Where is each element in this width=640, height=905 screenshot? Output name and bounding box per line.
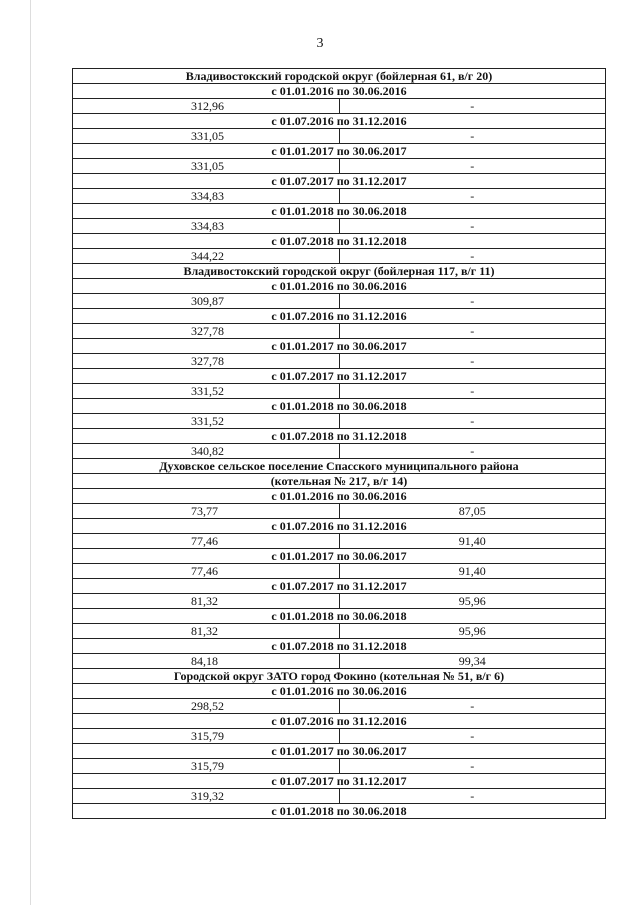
tariff-value-population: 327,78 [73,354,340,369]
section-heading: Владивостокский городской округ (бойлерная 61, в/г 20) [73,69,606,84]
tariff-value-other: - [339,159,606,174]
tariff-value-other: 99,34 [339,654,606,669]
tariff-value-row [73,189,606,204]
period-heading-row [73,204,606,219]
tariff-table [72,68,606,819]
period-heading-row [73,714,606,729]
tariff-value-row [73,504,606,519]
section-heading: Духовское сельское поселение Спасского муниципального района [73,459,606,474]
tariff-value-other: 91,40 [339,534,606,549]
tariff-value-row [73,384,606,399]
period-heading-row [73,309,606,324]
tariff-value-row [73,534,606,549]
period-heading: с 01.01.2016 по 30.06.2016 [73,684,606,699]
period-heading-row [73,579,606,594]
period-heading: с 01.07.2017 по 31.12.2017 [73,774,606,789]
tariff-value-row [73,759,606,774]
tariff-value-population: 315,79 [73,759,340,774]
section-heading-row [73,69,606,84]
tariff-table-body [73,69,606,819]
section-heading: Владивостокский городской округ (бойлерная 117, в/г 11) [73,264,606,279]
period-heading: с 01.01.2018 по 30.06.2018 [73,204,606,219]
page-number: 3 [316,36,324,51]
tariff-value-other: 87,05 [339,504,606,519]
tariff-value-other: - [339,729,606,744]
tariff-value-row [73,99,606,114]
tariff-value-other: - [339,444,606,459]
period-heading-row [73,369,606,384]
tariff-value-row [73,729,606,744]
period-heading-row [73,339,606,354]
tariff-value-population: 334,83 [73,219,340,234]
period-heading: с 01.07.2017 по 31.12.2017 [73,369,606,384]
scan-edge [30,0,31,905]
tariff-value-population: 298,52 [73,699,340,714]
tariff-value-row [73,219,606,234]
tariff-value-row [73,564,606,579]
tariff-value-other: - [339,354,606,369]
tariff-value-row [73,699,606,714]
period-heading-row [73,429,606,444]
tariff-value-row [73,159,606,174]
period-heading: с 01.01.2016 по 30.06.2016 [73,279,606,294]
tariff-value-other: - [339,789,606,804]
period-heading: с 01.07.2017 по 31.12.2017 [73,579,606,594]
period-heading: с 01.07.2018 по 31.12.2018 [73,639,606,654]
tariff-value-other: 95,96 [339,624,606,639]
tariff-value-population: 84,18 [73,654,340,669]
period-heading: с 01.01.2017 по 30.06.2017 [73,144,606,159]
period-heading-row [73,804,606,819]
tariff-value-population: 315,79 [73,729,340,744]
period-heading: с 01.07.2016 по 31.12.2016 [73,114,606,129]
tariff-value-row [73,444,606,459]
tariff-value-population: 327,78 [73,324,340,339]
tariff-value-other: - [339,189,606,204]
tariff-value-row [73,654,606,669]
period-heading-row [73,744,606,759]
tariff-value-row [73,324,606,339]
tariff-value-other: - [339,129,606,144]
tariff-value-other: - [339,759,606,774]
period-heading-row [73,279,606,294]
section-heading-row [73,474,606,489]
tariff-value-population: 81,32 [73,594,340,609]
period-heading-row [73,234,606,249]
tariff-value-population: 73,77 [73,504,340,519]
tariff-value-other: - [339,99,606,114]
section-heading-row [73,459,606,474]
period-heading-row [73,489,606,504]
section-heading-row [73,264,606,279]
tariff-value-other: - [339,219,606,234]
period-heading: с 01.01.2017 по 30.06.2017 [73,744,606,759]
tariff-value-population: 344,22 [73,249,340,264]
period-heading-row [73,774,606,789]
period-heading: с 01.01.2017 по 30.06.2017 [73,339,606,354]
tariff-value-other: 95,96 [339,594,606,609]
tariff-value-population: 331,52 [73,384,340,399]
period-heading: с 01.01.2018 по 30.06.2018 [73,399,606,414]
tariff-value-population: 309,87 [73,294,340,309]
tariff-value-population: 81,32 [73,624,340,639]
tariff-value-population: 331,05 [73,129,340,144]
period-heading-row [73,609,606,624]
period-heading-row [73,684,606,699]
tariff-value-row [73,354,606,369]
tariff-value-population: 334,83 [73,189,340,204]
tariff-value-row [73,414,606,429]
period-heading-row [73,114,606,129]
section-heading: Городской округ ЗАТО город Фокино (котельная № 51, в/г 6) [73,669,606,684]
tariff-value-other: - [339,414,606,429]
tariff-value-other: - [339,384,606,399]
period-heading-row [73,174,606,189]
tariff-value-other: 91,40 [339,564,606,579]
tariff-value-row [73,624,606,639]
tariff-value-other: - [339,324,606,339]
tariff-value-other: - [339,249,606,264]
period-heading: с 01.01.2018 по 30.06.2018 [73,609,606,624]
period-heading-row [73,639,606,654]
period-heading-row [73,399,606,414]
section-heading: (котельная № 217, в/г 14) [73,474,606,489]
period-heading: с 01.01.2016 по 30.06.2016 [73,489,606,504]
section-heading-row [73,669,606,684]
period-heading: с 01.07.2016 по 31.12.2016 [73,519,606,534]
period-heading: с 01.07.2018 по 31.12.2018 [73,234,606,249]
period-heading: с 01.01.2017 по 30.06.2017 [73,549,606,564]
tariff-value-row [73,594,606,609]
tariff-value-population: 319,32 [73,789,340,804]
tariff-value-row [73,789,606,804]
tariff-value-population: 77,46 [73,534,340,549]
period-heading-row [73,144,606,159]
period-heading: с 01.01.2018 по 30.06.2018 [73,804,606,819]
tariff-value-row [73,249,606,264]
tariff-value-other: - [339,294,606,309]
period-heading-row [73,84,606,99]
period-heading-row [73,519,606,534]
period-heading-row [73,549,606,564]
tariff-value-row [73,129,606,144]
period-heading: с 01.07.2018 по 31.12.2018 [73,429,606,444]
tariff-value-row [73,294,606,309]
period-heading: с 01.07.2016 по 31.12.2016 [73,714,606,729]
tariff-value-population: 312,96 [73,99,340,114]
period-heading: с 01.01.2016 по 30.06.2016 [73,84,606,99]
tariff-value-other: - [339,699,606,714]
period-heading: с 01.07.2016 по 31.12.2016 [73,309,606,324]
tariff-value-population: 340,82 [73,444,340,459]
tariff-value-population: 77,46 [73,564,340,579]
tariff-value-population: 331,05 [73,159,340,174]
tariff-value-population: 331,52 [73,414,340,429]
period-heading: с 01.07.2017 по 31.12.2017 [73,174,606,189]
